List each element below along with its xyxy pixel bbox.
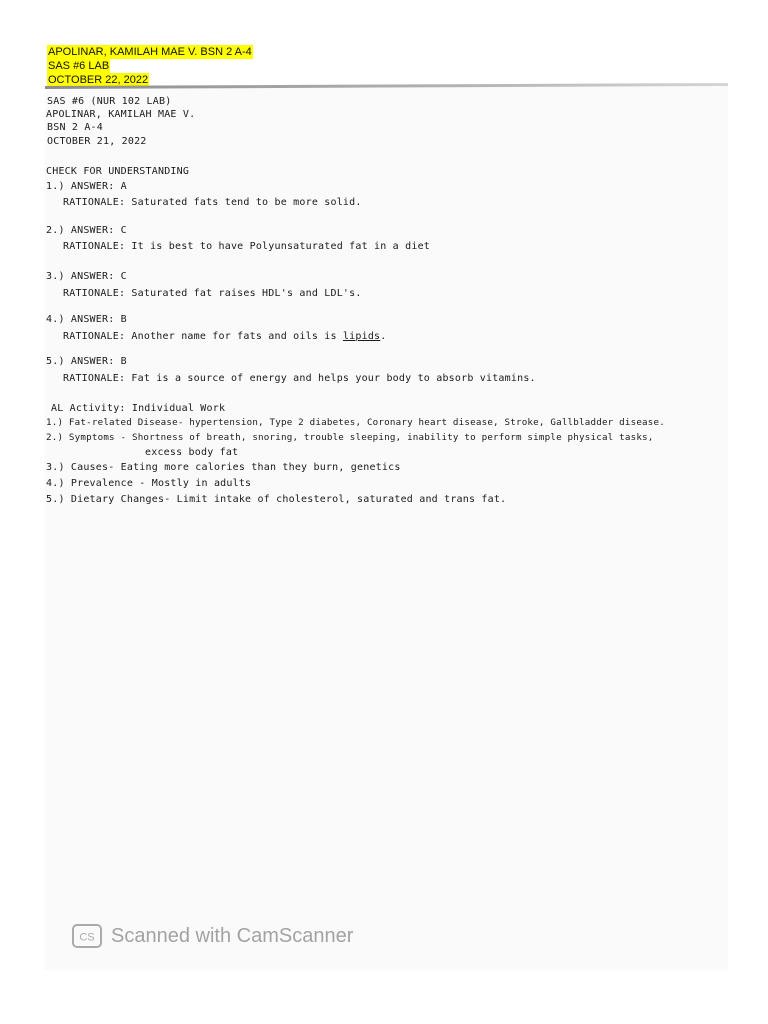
answer-5: 5.) ANSWER: B <box>46 356 127 367</box>
assignment-line: SAS #6 LAB <box>48 60 110 72</box>
activity-item-2-continued: excess body fat <box>145 447 239 458</box>
answer-1: 1.) ANSWER: A <box>46 181 127 192</box>
rationale-3: RATIONALE: Saturated fat raises HDL's and LDL's. <box>63 288 362 299</box>
activity-item-2: 2.) Symptoms - Shortness of breath, snoring, trouble sleeping, inability to perform simple physical tasks, <box>46 432 654 443</box>
handwritten-name: APOLINAR, KAMILAH MAE V. <box>46 109 196 120</box>
camscanner-logo-icon <box>72 924 102 948</box>
check-for-understanding-title: CHECK FOR UNDERSTANDING <box>46 166 190 177</box>
activity-item-5: 5.) Dietary Changes- Limit intake of cholesterol, saturated and trans fat. <box>46 494 507 505</box>
rationale-2: RATIONALE: It is best to have Polyunsaturated fat in a diet <box>63 241 431 252</box>
camscanner-watermark <box>72 924 353 948</box>
student-name-line: APOLINAR, KAMILAH MAE V. BSN 2 A-4 <box>48 46 252 58</box>
handwritten-course: BSN 2 A-4 <box>47 122 103 133</box>
rationale-4 <box>63 331 387 343</box>
typed-header <box>47 45 253 87</box>
rationale-1: RATIONALE: Saturated fats tend to be more solid. <box>63 197 362 208</box>
scanned-with-camscanner-text: Scanned with CamScanner <box>111 925 354 947</box>
rationale-5: RATIONALE: Fat is a source of energy and helps your body to absorb vitamins. <box>63 373 536 384</box>
scanned-page <box>45 86 728 970</box>
activity-item-4: 4.) Prevalence - Mostly in adults <box>46 478 252 489</box>
lipids-keyword: lipids <box>342 331 381 342</box>
handwritten-title: SAS #6 (NUR 102 LAB) <box>47 96 172 107</box>
answer-2: 2.) ANSWER: C <box>46 225 127 236</box>
rationale-4-suffix: . <box>380 331 387 342</box>
answer-4: 4.) ANSWER: B <box>46 314 127 325</box>
answer-3: 3.) ANSWER: C <box>46 271 127 282</box>
activity-item-3: 3.) Causes- Eating more calories than they burn, genetics <box>46 462 401 473</box>
rationale-4-prefix: RATIONALE: Another name for fats and oils is <box>63 331 343 342</box>
handwritten-date: OCTOBER 21, 2022 <box>47 136 147 147</box>
date-line: OCTOBER 22, 2022 <box>48 74 149 86</box>
activity-item-1: 1.) Fat-related Disease- hypertension, Type 2 diabetes, Coronary heart disease, Stroke, Gallbladder disease. <box>46 417 665 428</box>
svg-text:CS: CS <box>79 931 95 944</box>
activity-title: AL Activity: Individual Work <box>51 403 226 414</box>
